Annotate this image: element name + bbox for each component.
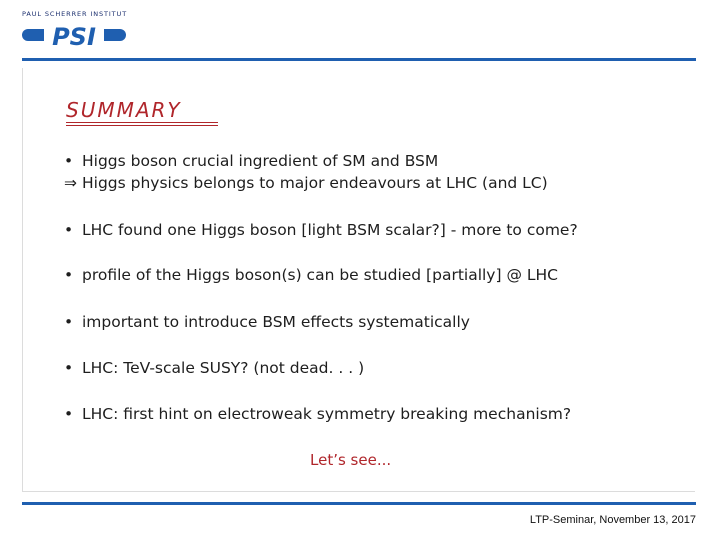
bullet-text: LHC: TeV-scale SUSY? (not dead. . . ): [82, 359, 365, 377]
footer-text: LTP-Seminar, November 13, 2017: [529, 514, 696, 526]
bullet-marker: •: [64, 313, 74, 331]
bullet-item: [64, 313, 470, 331]
psi-logo: [22, 22, 126, 50]
bullet-item: [64, 405, 571, 423]
bullet-marker: •: [64, 221, 74, 239]
psi-header: [22, 10, 132, 52]
bullet-text: Higgs boson crucial ingredient of SM and BSM: [82, 152, 439, 170]
slide-title: SUMMARY: [66, 98, 182, 122]
bullet-marker: •: [64, 152, 74, 170]
bullet-text: important to introduce BSM effects systematically: [82, 313, 470, 331]
bullet-text: Higgs physics belongs to major endeavours at LHC (and LC): [82, 174, 548, 192]
top-rule: [22, 58, 696, 61]
bullet-item: [64, 266, 558, 284]
bullet-item: [64, 174, 548, 192]
bottom-rule: [22, 502, 696, 505]
bullet-item: [64, 359, 364, 377]
logo-text: PSI: [52, 23, 96, 50]
bullet-text: LHC: first hint on electroweak symmetry breaking mechanism?: [82, 405, 572, 423]
closing-remark: Let’s see...: [310, 451, 392, 469]
bullet-text: profile of the Higgs boson(s) can be studied [partially] @ LHC: [82, 266, 558, 284]
bullet-marker: •: [64, 266, 74, 284]
bullet-marker: ⇒: [64, 174, 77, 192]
bullet-marker: •: [64, 405, 74, 423]
bullet-item: [64, 221, 578, 239]
title-underline-second: [66, 125, 218, 126]
bullet-item: [64, 152, 438, 170]
title-underline: [66, 122, 218, 123]
institute-name: PAUL SCHERRER INSTITUT: [22, 10, 128, 18]
bullet-marker: •: [64, 359, 74, 377]
bullet-text: LHC found one Higgs boson [light BSM scalar?] - more to come?: [82, 221, 578, 239]
